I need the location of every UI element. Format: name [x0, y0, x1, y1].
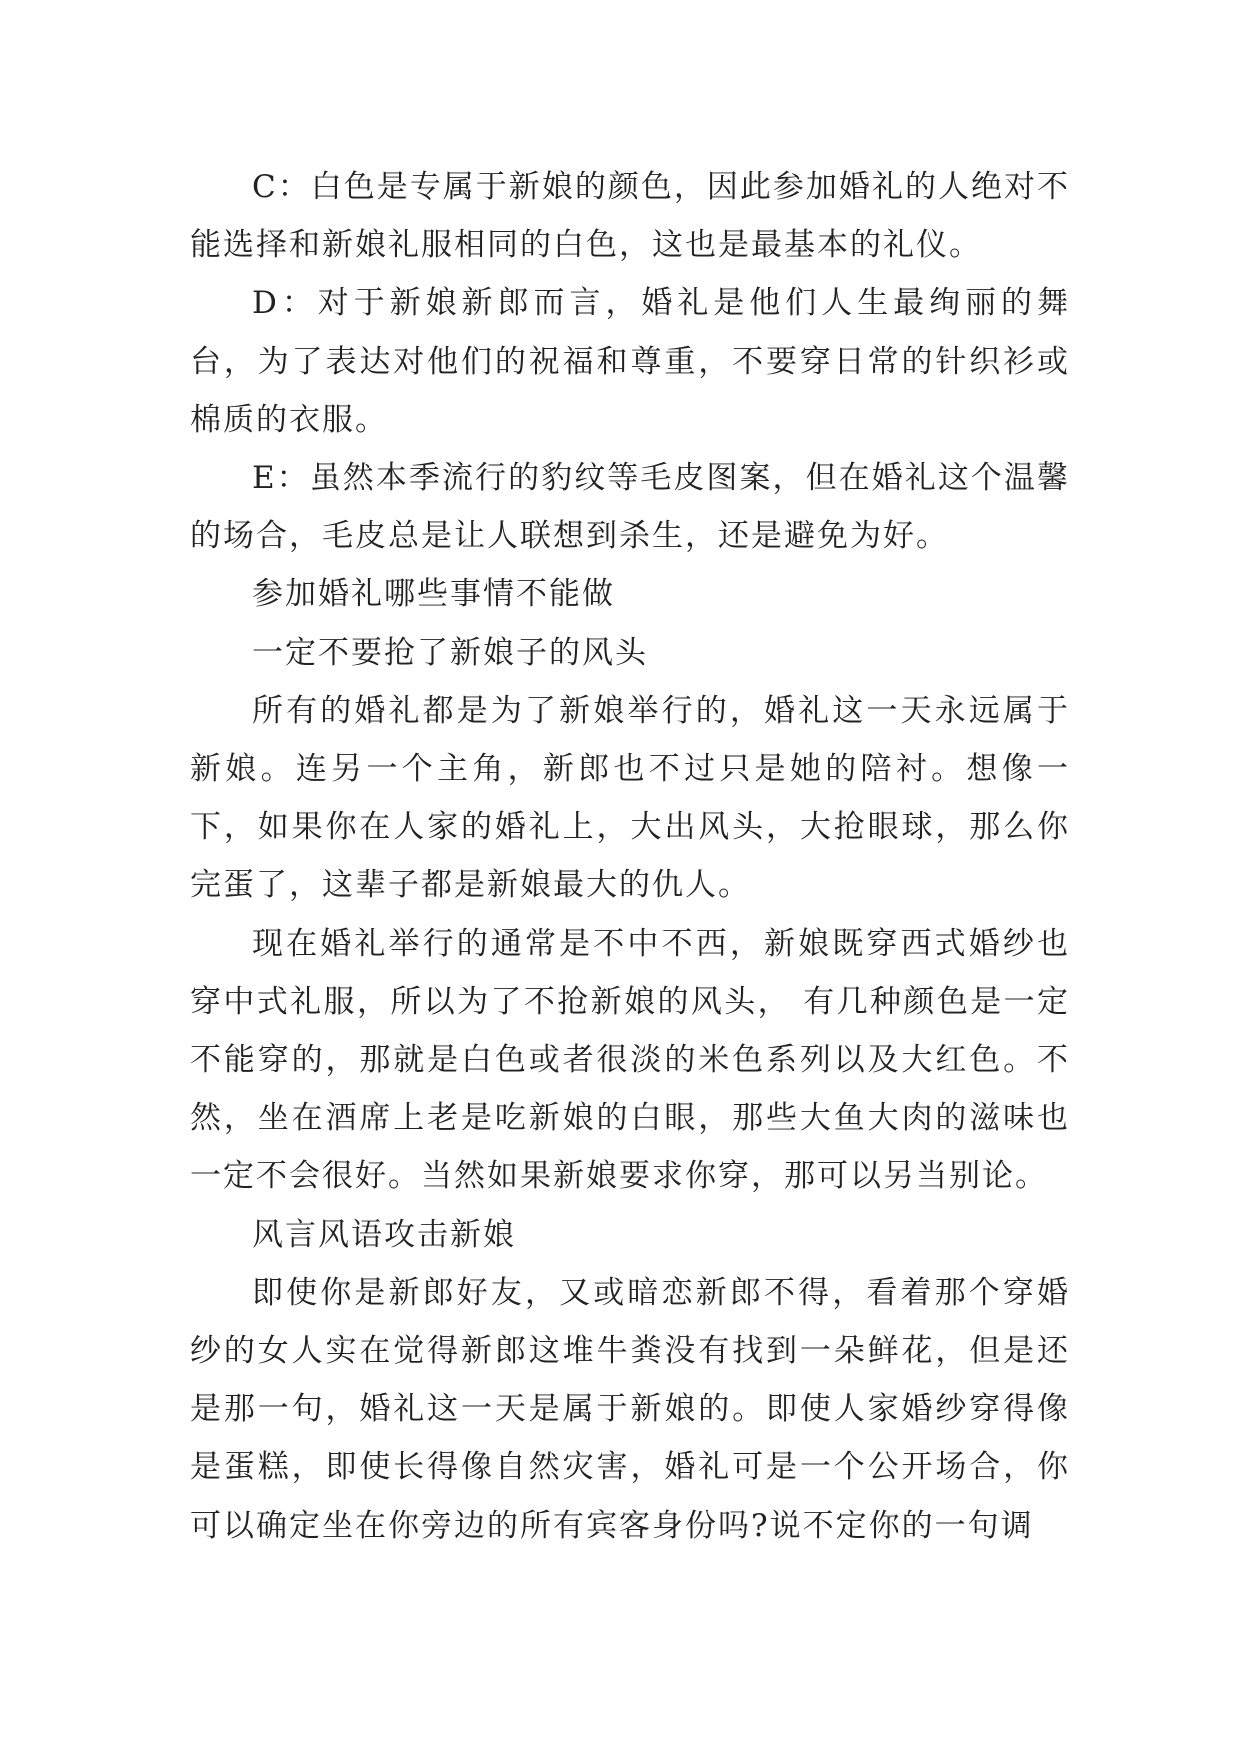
- subheading-gossip: 风言风语攻击新娘: [252, 1216, 516, 1253]
- paragraph-colors-to-avoid: 现在婚礼举行的通常是不中不西，新娘既穿西式婚纱也穿中式礼服，所以为了不抢新娘的风头， 有几种颜色是一定不能穿的，那就是白色或者很淡的米色系列以及大红色。不然，坐在酒席上老是吃新娘的白眼，那些大鱼大肉的滋味也一定不会很好。当然如果新娘要求你穿，那可以另当别论。: [190, 925, 1070, 1195]
- section-heading-donts: 参加婚礼哪些事情不能做: [252, 576, 615, 613]
- document-body: [190, 158, 1070, 1555]
- paragraph-dress-white: C：白色是专属于新娘的颜色，因此参加婚礼的人绝对不能选择和新娘礼服相同的白色，这也是最基本的礼仪。: [190, 169, 1070, 264]
- paragraph-gossip: 即使你是新郎好友，又或暗恋新郎不得，看着那个穿婚纱的女人实在觉得新郎这堆牛粪没有找到一朵鲜花，但是还是那一句，婚礼这一天是属于新娘的。即使人家婚纱穿得像是蛋糕，即使长得像自然灾害，婚礼可是一个公开场合，你可以确定坐在你旁边的所有宾客身份吗?说不定你的一句调: [190, 1274, 1070, 1544]
- paragraph-dress-fur: E：虽然本季流行的豹纹等毛皮图案，但在婚礼这个温馨的场合，毛皮总是让人联想到杀生，还是避免为好。: [190, 460, 1070, 555]
- subheading-spotlight: 一定不要抢了新娘子的风头: [252, 634, 648, 671]
- paragraph-bride-day: 所有的婚礼都是为了新娘举行的，婚礼这一天永远属于新娘。连另一个主角，新郎也不过只是她的陪衬。想像一下，如果你在人家的婚礼上，大出风头，大抢眼球，那么你完蛋了，这辈子都是新娘最大的仇人。: [190, 692, 1070, 904]
- paragraph-dress-knitwear: D：对于新娘新郎而言，婚礼是他们人生最绚丽的舞台，为了表达对他们的祝福和尊重，不要穿日常的针织衫或棉质的衣服。: [190, 285, 1070, 438]
